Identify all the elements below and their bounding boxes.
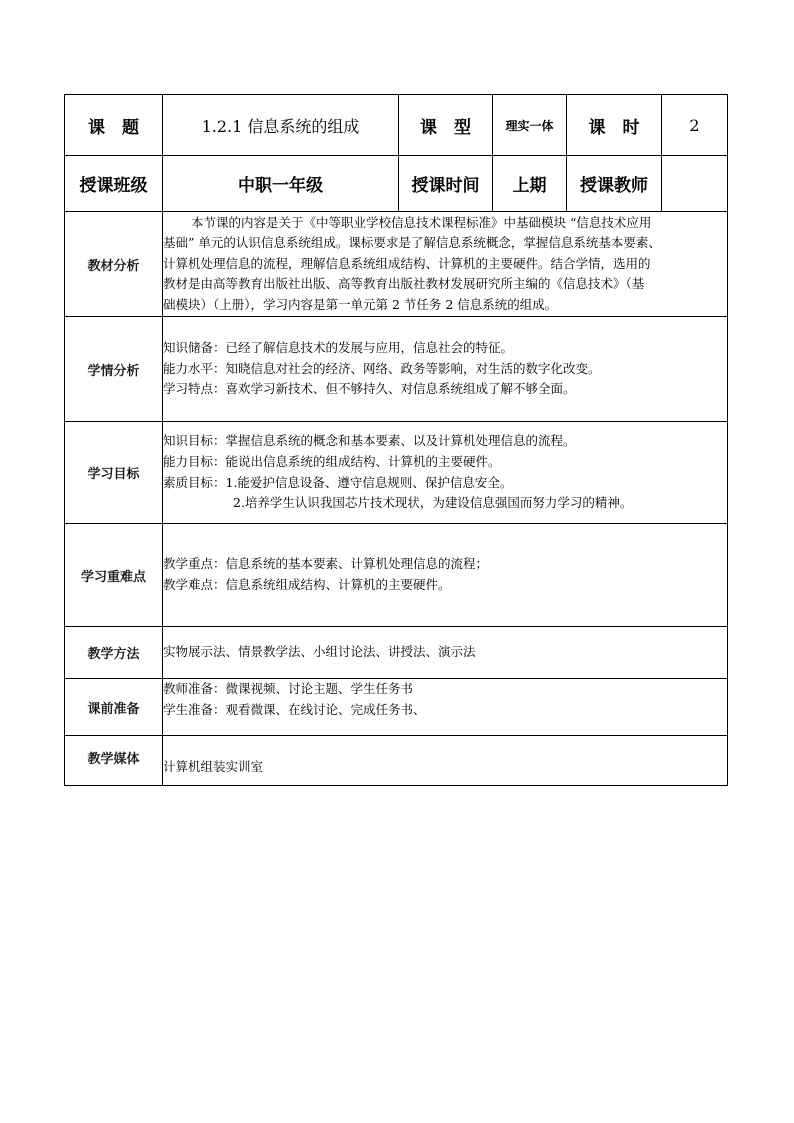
students-line: 学习特点：喜欢学习新技术、但不够持久、对信息系统组成了解不够全面。 <box>163 381 576 397</box>
textbook-line: 本节课的内容是关于《中等职业学校信息技术课程标准》中基础模块 “信息技术应用 <box>191 214 652 230</box>
methods-row <box>65 627 728 679</box>
goals-line: 素质目标：1.能爱护信息设备、遵守信息规则、保护信息安全。 <box>163 474 513 490</box>
students-row <box>65 317 728 422</box>
topic-label: 课 题 <box>65 95 163 156</box>
textbook-row <box>65 212 728 317</box>
hours-label: 课 时 <box>567 95 662 156</box>
preparation-line: 学生准备：观看微课、在线讨论、完成任务书、 <box>163 701 426 717</box>
keypoints-content <box>163 524 728 627</box>
keypoints-line: 教学难点：信息系统组成结构、计算机的主要硬件。 <box>163 577 451 592</box>
header-row-1 <box>65 95 728 156</box>
students-content <box>163 317 728 422</box>
type-value: 理实一体 <box>493 95 567 156</box>
keypoints-line: 教学重点：信息系统的基本要素、计算机处理信息的流程； <box>163 556 489 572</box>
media-line: 计算机组装实训室 <box>163 759 264 775</box>
time-label: 授课时间 <box>399 156 493 212</box>
media-label: 教学媒体 <box>65 736 163 786</box>
preparation-label: 课前准备 <box>65 679 163 736</box>
methods-content <box>163 627 728 679</box>
media-content <box>163 736 728 786</box>
hours-value: 2 <box>662 95 728 156</box>
media-row <box>65 736 728 786</box>
lesson-plan-table <box>64 94 728 786</box>
textbook-line: 计算机处理信息的流程，理解信息系统组成结构、计算机的主要硬件。结合学情，选用的 <box>163 255 651 271</box>
textbook-line: 础模块）（上册），学习内容是第一单元第 2 节任务 2 信息系统的组成。 <box>163 296 558 312</box>
goals-content <box>163 422 728 524</box>
goals-line: 2.培养学生认识我国芯片技术现状，为建设信息强国而努力学习的精神。 <box>233 495 633 511</box>
keypoints-label: 学习重难点 <box>65 524 163 627</box>
preparation-content <box>163 679 728 736</box>
class-value: 中职一年级 <box>163 156 399 212</box>
goals-line: 能力目标：能说出信息系统的组成结构、计算机的主要硬件。 <box>163 453 501 469</box>
goals-label: 学习目标 <box>65 422 163 524</box>
textbook-line: 基础” 单元的认识信息系统组成。课标要求是了解信息系统概念，掌握信息系统基本要素、 <box>163 235 661 251</box>
time-value: 上期 <box>493 156 567 212</box>
students-label: 学情分析 <box>65 317 163 422</box>
keypoints-row <box>65 524 728 627</box>
textbook-line: 教材是由高等教育出版社出版、高等教育出版社教材发展研究所主编的《信息技术》（基 <box>163 276 645 292</box>
methods-line: 实物展示法、情景教学法、小组讨论法、讲授法、演示法 <box>163 644 476 660</box>
topic-value: 1.2.1 信息系统的组成 <box>163 95 399 156</box>
header-row-2 <box>65 156 728 212</box>
students-line: 能力水平：知晓信息对社会的经济、网络、政务等影响，对生活的数字化改变。 <box>163 360 601 376</box>
goals-row <box>65 422 728 524</box>
students-line: 知识储备：已经了解信息技术的发展与应用，信息社会的特征。 <box>163 340 514 356</box>
goals-line: 知识目标：掌握信息系统的概念和基本要素、以及计算机处理信息的流程。 <box>163 433 576 449</box>
textbook-label: 教材分析 <box>65 212 163 317</box>
teacher-value <box>662 156 728 212</box>
preparation-row <box>65 679 728 736</box>
methods-label: 教学方法 <box>65 627 163 679</box>
textbook-content <box>163 212 728 317</box>
class-label: 授课班级 <box>65 156 163 212</box>
preparation-line: 教师准备：微课视频、讨论主题、学生任务书 <box>163 681 414 696</box>
type-label: 课 型 <box>399 95 493 156</box>
teacher-label: 授课教师 <box>567 156 662 212</box>
